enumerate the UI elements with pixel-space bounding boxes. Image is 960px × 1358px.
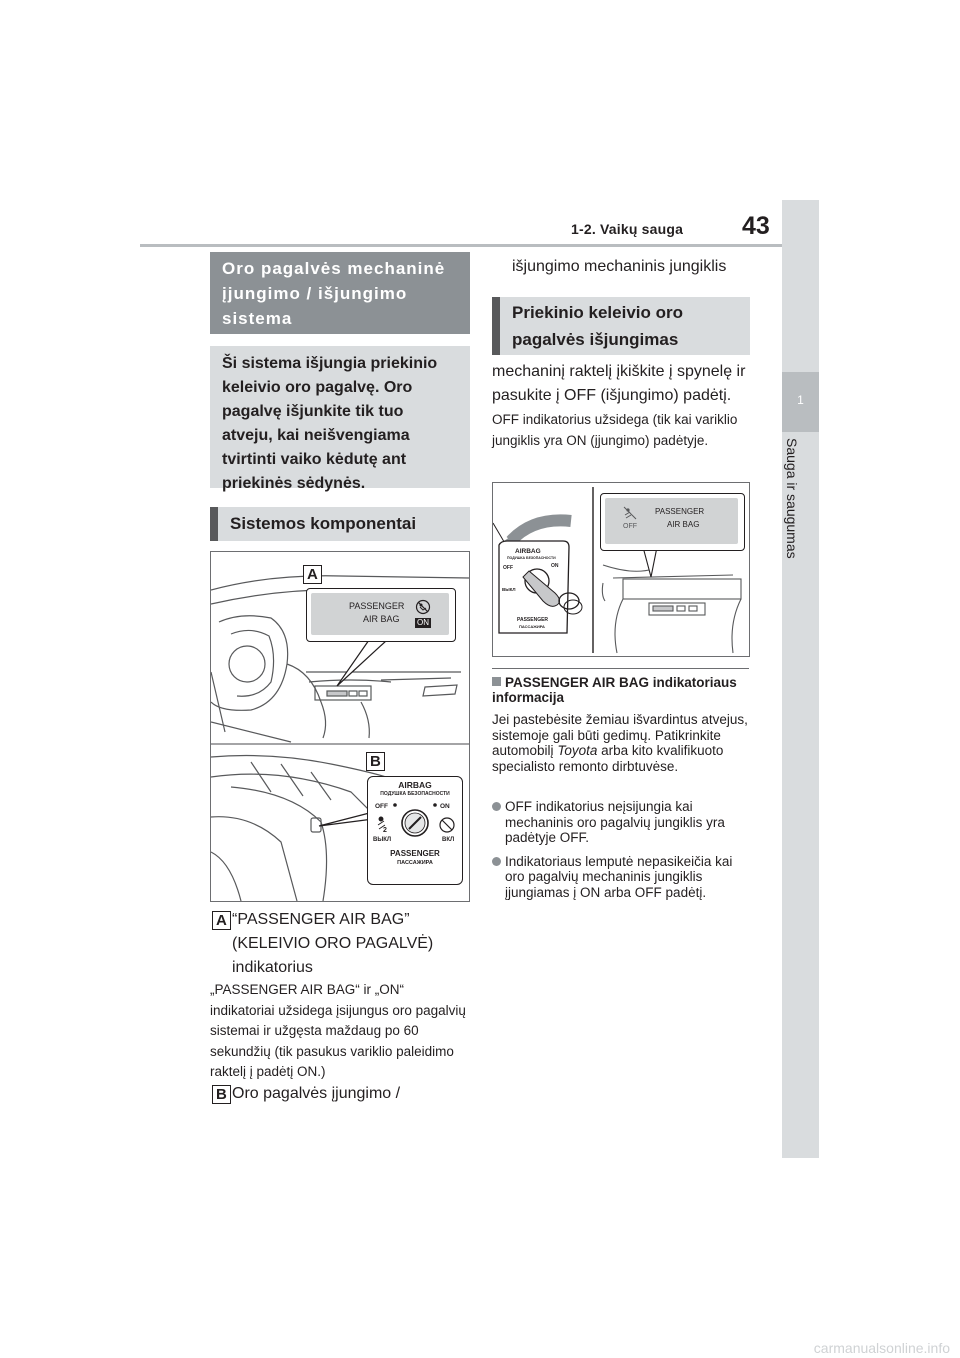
switch-off-label: OFF: [375, 803, 388, 810]
list-item: OFF indikatorius neįsijungia kai mechaninis oro pagalvių jungiklis yra padėtyje OFF.: [492, 799, 754, 846]
airbag-off-icon: [623, 506, 637, 520]
header-rule: [140, 244, 782, 247]
switch-passenger-ru-label: ПАССАЖИРА: [397, 860, 433, 866]
fig2-switch-title: AIRBAG: [515, 548, 541, 555]
switch-passenger-label: PASSENGER: [390, 849, 440, 858]
info-body: Jei pastebėsite žemiau išvardintus atvejus, sistemoje gali būti gedimų. Patikrinkite automobilį Toyota arba kito kvalifikuoto specialisto remonto dirbtuvėse.: [492, 712, 748, 774]
switch-two: 2: [383, 827, 387, 834]
switch-off-ru-label: ВЫКЛ: [373, 837, 392, 843]
switch-off-figure: [492, 482, 750, 657]
off-indicator-panel: [605, 498, 738, 544]
bullet-list: [492, 799, 754, 908]
bullet-dot-icon: [492, 802, 501, 811]
caption-b-continued: išjungimo mechaninis jungiklis: [512, 258, 727, 275]
indicator-panel: [311, 593, 449, 635]
footer-watermark: carmanualsonline.info: [813, 1340, 950, 1356]
switch-on-ru-label: ВКЛ: [442, 837, 455, 843]
section-divider: [492, 668, 749, 669]
label-b: B: [366, 752, 385, 771]
fig2-switch-off-ru: ВЫКЛ: [502, 587, 516, 592]
page-number: 43: [742, 212, 770, 240]
off-indicator-off-text: OFF: [623, 523, 637, 530]
indicator-airbag-text: AIR BAG: [363, 614, 400, 624]
fig2-switch-off: OFF: [503, 565, 513, 571]
square-bullet-icon: [492, 677, 501, 686]
side-tab: [782, 200, 819, 1158]
airbag-disabled-icon: [415, 599, 431, 615]
switch-on-label: ON: [440, 803, 450, 810]
fig2-switch-passenger: PASSENGER: [517, 617, 549, 623]
indicator-callout: [306, 588, 456, 642]
caption-b-label: B: [212, 1085, 231, 1104]
note-a: „PASSENGER AIR BAG“ ir „ON“ indikatoriai užsidega įsijungus oro pagalvių sistemai ir užgęsta maždaug po 60 sekundžių (tik pasukus variklio paleidimo raktelį į padėtį ON.): [210, 982, 466, 1079]
indicator-on-badge: ON: [417, 618, 429, 627]
heading-mechanical-system: Oro pagalvės mechaninė įjungimo / išjungimo sistema: [210, 252, 470, 334]
switch-subtitle: ПОДУШКА БЕЗОПАСНОСТИ: [380, 791, 450, 797]
fig2-switch-passenger-ru: ПАССАЖИРА: [519, 624, 545, 629]
switch-callout: [367, 776, 463, 885]
chapter-number: 1: [797, 393, 804, 407]
caption-a-label: A: [212, 911, 231, 930]
intro-box: Ši sistema išjungia priekinio keleivio oro pagalvę. Oro pagalvę išjunkite tik tuo atveju, kai neišvengiama tvirtinti vaiko kėdutę ant priekinės sėdynės.: [210, 346, 470, 488]
chapter-title: Sauga ir saugumas: [784, 438, 800, 559]
heading-passenger-deactivation: Priekinio keleivio oro pagalvės išjungimas: [492, 297, 750, 355]
indicator-note: OFF indikatorius užsidega (tik kai variklio jungiklis yra ON (įjungimo) padėtyje.: [492, 412, 738, 448]
switch-title: AIRBAG: [398, 780, 432, 790]
off-indicator-airbag-text: AIR BAG: [667, 520, 700, 529]
info-heading: PASSENGER AIR BAG indikatoriaus informacija: [492, 675, 737, 705]
section-path: 1-2. Vaikų sauga: [571, 221, 684, 237]
off-indicator-passenger-text: PASSENGER: [655, 507, 705, 516]
fig2-switch-on: ON: [551, 563, 559, 569]
heading-components: Sistemos komponentai: [210, 507, 470, 541]
label-a: A: [303, 565, 322, 584]
brand-name: Toyota: [557, 743, 598, 758]
fig2-switch-subtitle: ПОДУШКА БЕЗОПАСНОСТИ: [507, 556, 556, 560]
instruction-text: mechaninį raktelį įkiškite į spynelę ir pasukite į OFF (išjungimo) padėtį.: [492, 363, 746, 404]
caption-b-text: Oro pagalvės įjungimo /: [232, 1085, 401, 1102]
components-figure: [210, 551, 470, 902]
indicator-passenger-text: PASSENGER: [349, 601, 405, 611]
list-item: Indikatoriaus lemputė nepasikeičia kai oro pagalvių mechaninis jungiklis įjungiamas į ON arba OFF padėtį.: [492, 854, 754, 901]
caption-a-text: “PASSENGER AIR BAG” (KELEIVIO ORO PAGALVĖ) indikatorius: [232, 911, 434, 976]
bullet-dot-icon: [492, 857, 501, 866]
off-indicator-callout: [600, 493, 745, 551]
